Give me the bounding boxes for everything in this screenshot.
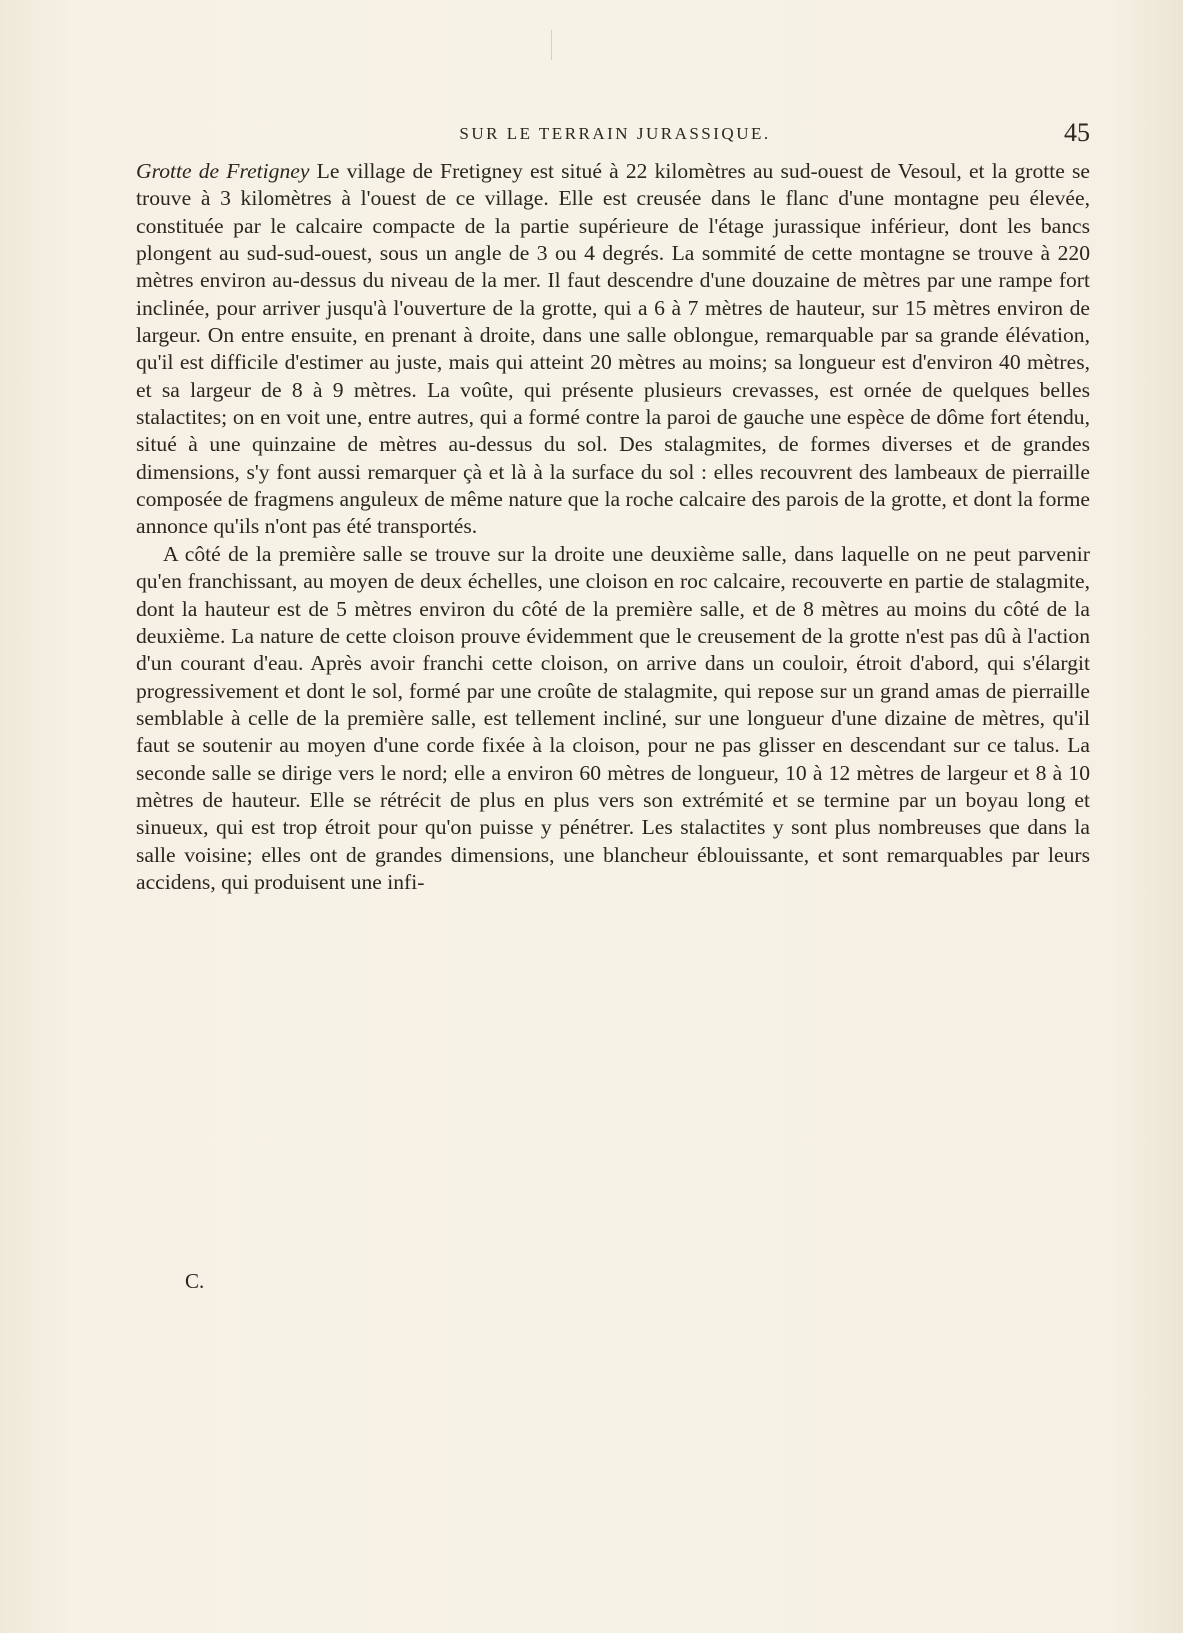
running-head xyxy=(140,120,1090,150)
paragraph xyxy=(136,158,1090,541)
body-text xyxy=(136,158,1090,896)
page-number: 45 xyxy=(1064,118,1090,147)
gutter-mark xyxy=(551,30,552,60)
running-title: SUR LE TERRAIN JURASSIQUE. xyxy=(459,124,771,143)
signature-mark: C. xyxy=(185,1269,205,1293)
paragraph xyxy=(136,541,1090,896)
paragraph-text: A côté de la première salle se trouve sur la droite une deuxième salle, dans laquelle on ne peut parvenir qu'en franchissant, au moyen de deux échelles, une cloison en roc calcaire, recouverte en partie de stalagmite, dont la hauteur est de 5 mètres environ du côté de la première salle, et de 8 mètres au moins du côté de la deuxième. La nature de cette cloison prouve évidemment que le creusement de la grotte n'est pas dû à l'action d'un courant d'eau. Après avoir franchi cette cloison, on arrive dans un couloir, étroit d'abord, qui s'élargit progressivement et dont le sol, formé par une croûte de stalagmite, qui repose sur un grand amas de pierraille semblable à celle de la première salle, est tellement incliné, sur une longueur d'une dizaine de mètres, qu'il faut se soutenir au moyen d'une corde fixée à la cloison, pour ne pas glisser en descendant sur ce talus. La seconde salle se dirige vers le nord; elle a environ 60 mètres de longueur, 10 à 12 mètres de largeur et 8 à 10 mètres de hauteur. Elle se rétrécit de plus en plus vers son extrémité et se termine par un boyau long et sinueux, qui est trop étroit pour qu'on puisse y pénétrer. Les stalactites y sont plus nombreuses que dans la salle voisine; elles ont de grandes dimensions, une blancheur éblouissante, et sont remarquables par leurs accidens, qui produisent une infi- xyxy=(136,541,1090,894)
section-title: Grotte de Fretigney xyxy=(136,159,310,183)
paragraph-text: Le village de Fretigney est situé à 22 kilomètres au sud-ouest de Vesoul, et la grotte se trouve à 3 kilomètres à l'ouest de ce village. Elle est creusée dans le flanc d'une montagne peu élevée, constituée par le calcaire compacte de la partie supérieure de l'étage jurassique inférieur, dont les bancs plongent au sud-sud-ouest, sous un angle de 3 ou 4 degrés. La sommité de cette montagne se trouve à 220 mètres environ au-dessus du niveau de la mer. Il faut descendre d'une douzaine de mètres par une rampe fort inclinée, pour arriver jusqu'à l'ouverture de la grotte, qui a 6 à 7 mètres de hauteur, sur 15 mètres environ de largeur. On entre ensuite, en prenant à droite, dans une salle oblongue, remarquable par sa grande élévation, qu'il est difficile d'estimer au juste, mais qui atteint 20 mètres au moins; sa longueur est d'environ 40 mètres, et sa largeur de 8 à 9 mètres. La voûte, qui présente plusieurs crevasses, est ornée de quelques belles stalactites; on en voit une, entre autres, qui a formé contre la paroi de gauche une espèce de dôme fort étendu, situé à une quinzaine de mètres au-dessus du sol. Des stalagmites, de formes diverses et de grandes dimensions, s'y font aussi remarquer çà et là à la surface du sol : elles recouvrent des lambeaux de pierraille composée de fragmens anguleux de même nature que la roche calcaire des parois de la grotte, et dont la forme annonce qu'ils n'ont pas été transportés. xyxy=(136,159,1090,539)
